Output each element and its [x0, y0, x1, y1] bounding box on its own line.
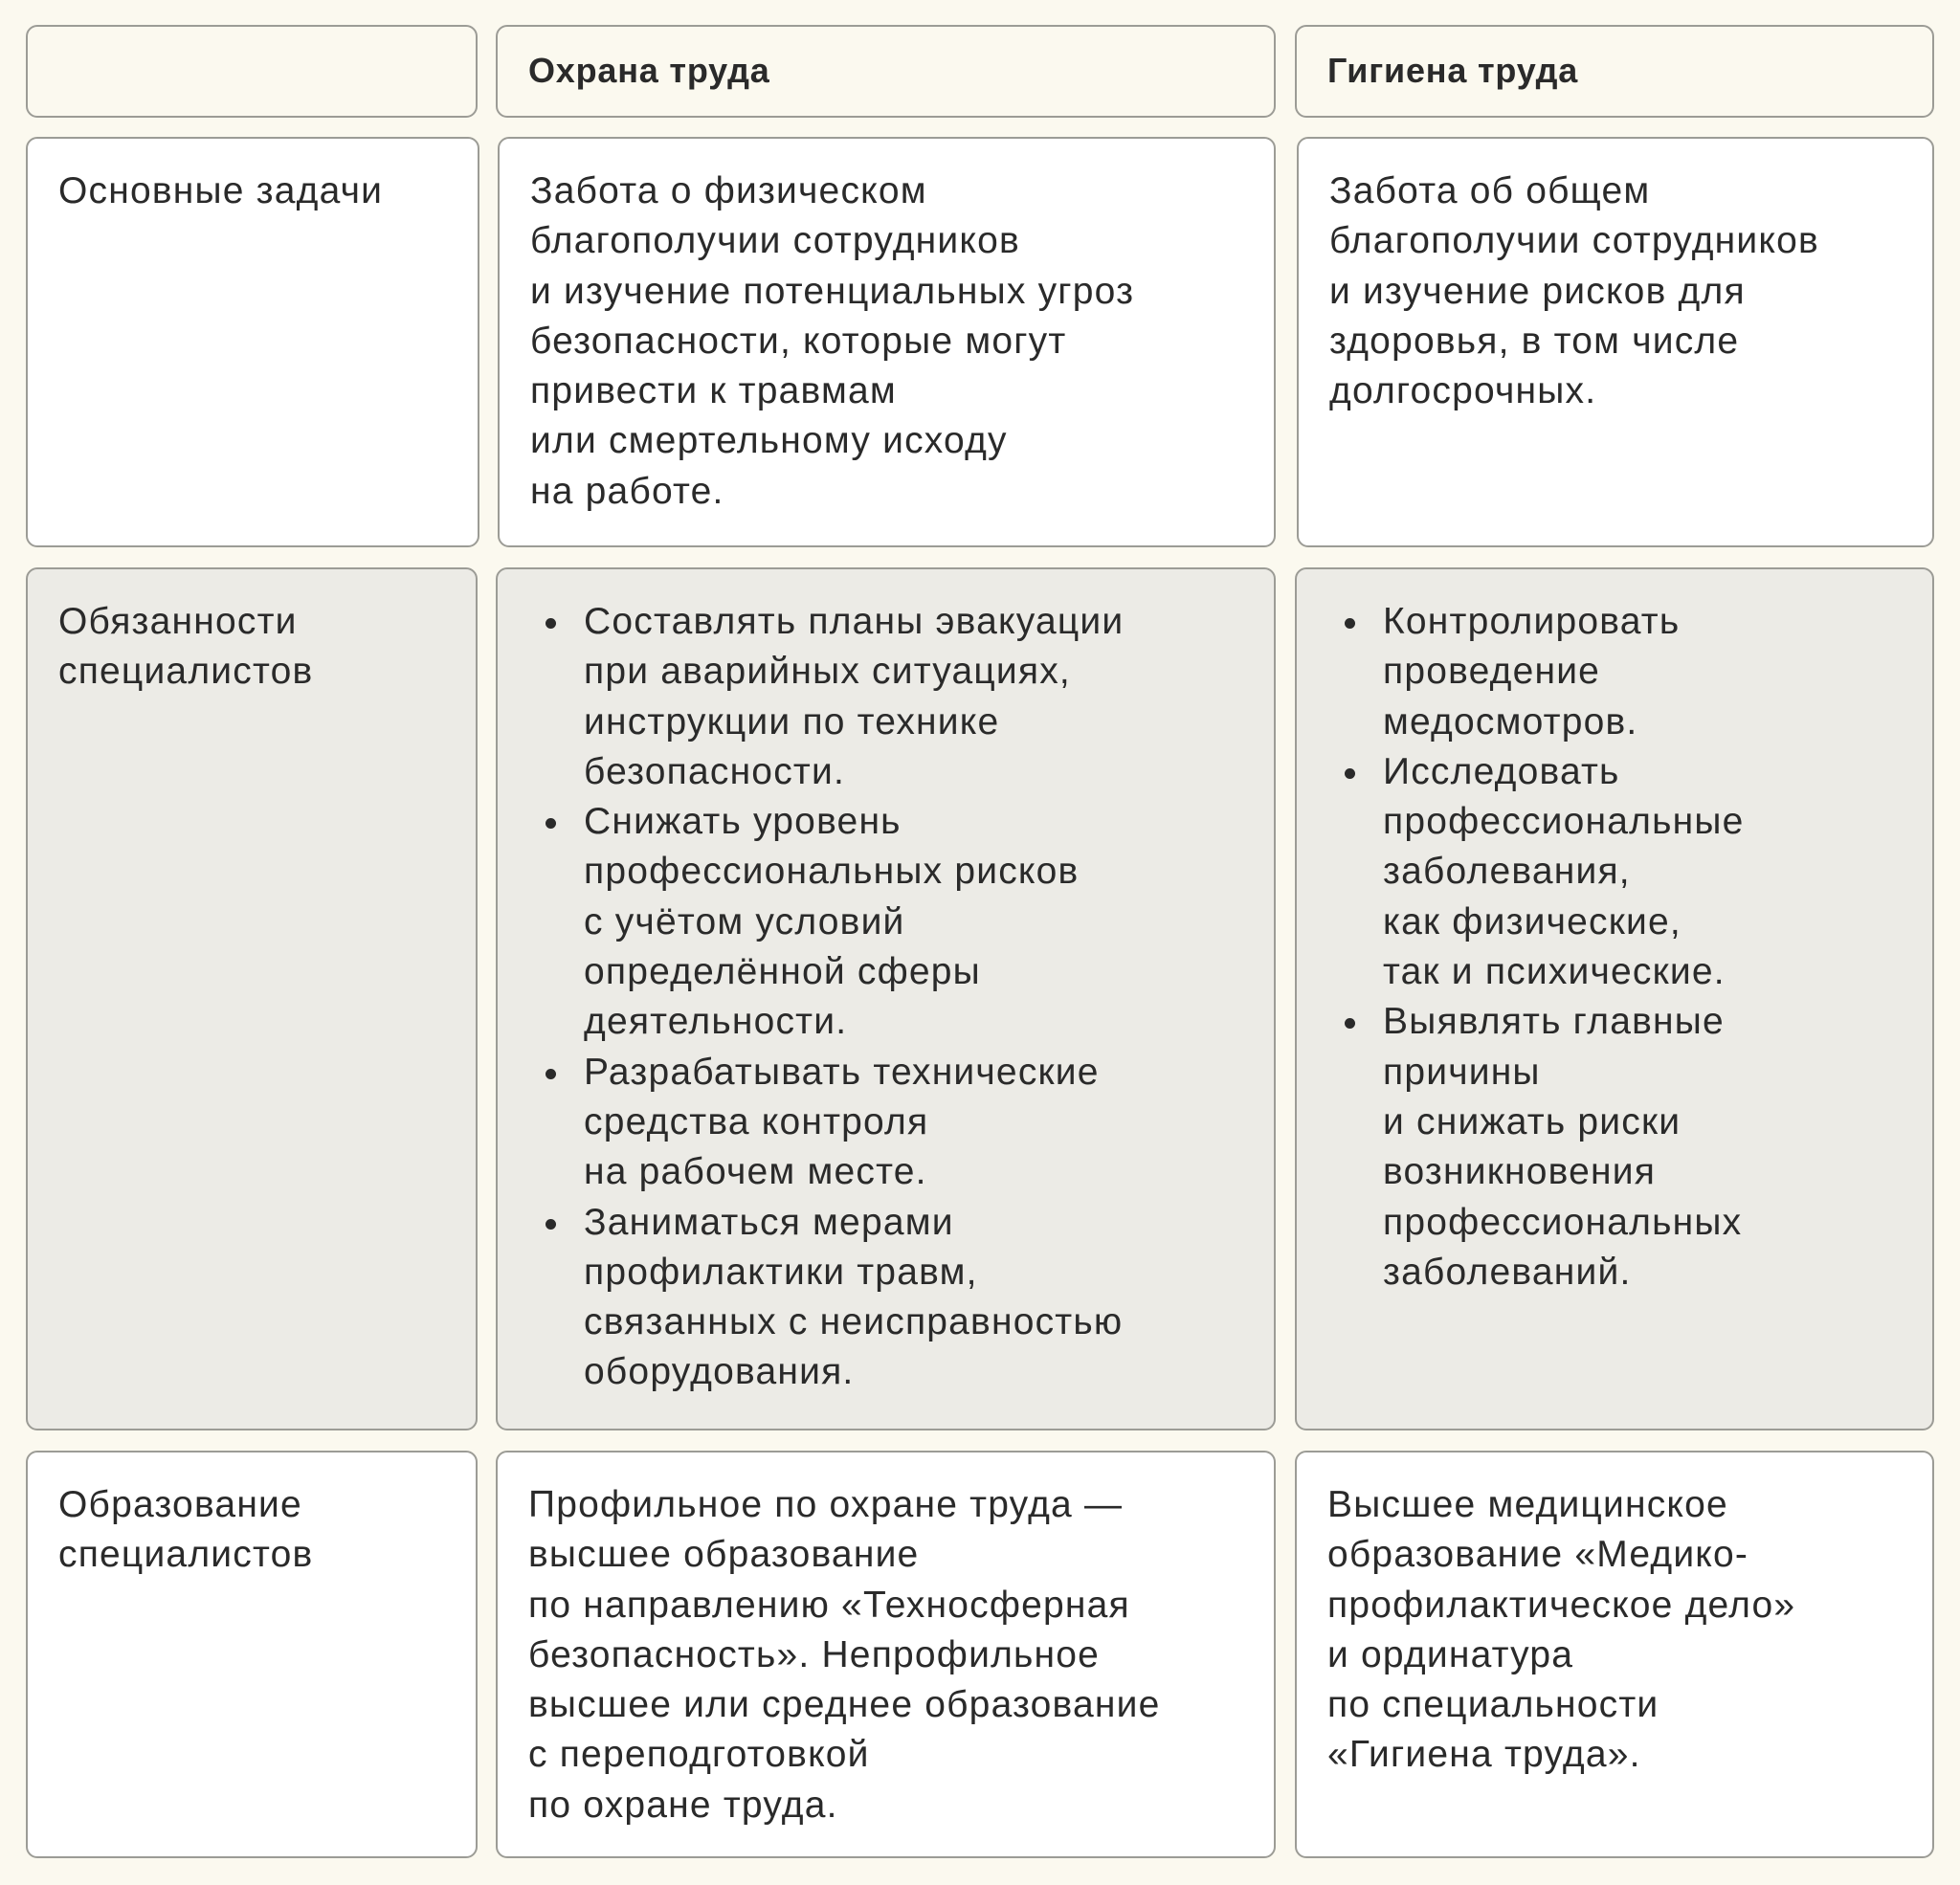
row-education-label: Образование специалистов — [58, 1484, 314, 1576]
row-main-tasks-protection-text: Забота о физическом благополучии сотрудников и изучение потенциальных угроз безопасности, которые могут привести к травмам или смертельному исходу на работе. — [530, 170, 1135, 512]
list-item: Выявлять главные причины и снижать риски возникновения профессиональных заболеваний. — [1383, 997, 1902, 1297]
row-main-tasks-hygiene-cell — [1297, 137, 1934, 547]
header-labor-hygiene — [1295, 25, 1934, 118]
row-duties-hygiene-list — [1327, 569, 1902, 1297]
row-education-protection-cell — [496, 1451, 1276, 1858]
row-duties-protection-list — [528, 569, 1243, 1398]
row-education-hygiene-text: Высшее медицинское образование «Медико- профилактическое дело» и ординатура по специальности «Гигиена труда». — [1327, 1484, 1796, 1776]
list-item: Контролировать проведение медосмотров. — [1383, 597, 1902, 747]
row-duties-hygiene-cell — [1295, 567, 1934, 1430]
header-labor-protection-text: Охрана труда — [528, 51, 770, 91]
header-empty-cell — [26, 25, 478, 118]
row-education-hygiene-cell — [1295, 1451, 1934, 1858]
list-item: Составлять планы эвакуации при аварийных ситуациях, инструкции по технике безопасности. — [584, 597, 1243, 797]
row-main-tasks-label-cell — [26, 137, 479, 547]
row-duties-label: Обязанности специалистов — [58, 601, 314, 693]
row-education-protection-text: Профильное по охране труда — высшее образование по направлению «Техносферная безопасность». Непрофильное высшее или среднее образование с переподготовкой по охране труда. — [528, 1484, 1161, 1826]
list-item: Разрабатывать технические средства контроля на рабочем месте. — [584, 1048, 1243, 1198]
row-main-tasks-protection-cell — [498, 137, 1276, 547]
header-labor-protection — [496, 25, 1276, 118]
list-item: Снижать уровень профессиональных рисков с учётом условий определённой сферы деятельности. — [584, 797, 1243, 1047]
row-main-tasks-label: Основные задачи — [58, 170, 384, 211]
list-item: Исследовать профессиональные заболевания, как физические, так и психические. — [1383, 747, 1902, 997]
row-main-tasks-hygiene-text: Забота об общем благополучии сотрудников и изучение рисков для здоровья, в том числе долгосрочных. — [1329, 170, 1819, 412]
list-item: Заниматься мерами профилактики травм, связанных с неисправностью оборудования. — [584, 1198, 1243, 1398]
row-duties-protection-cell — [496, 567, 1276, 1430]
header-labor-hygiene-text: Гигиена труда — [1327, 51, 1579, 91]
row-duties-label-cell — [26, 567, 478, 1430]
row-education-label-cell — [26, 1451, 478, 1858]
